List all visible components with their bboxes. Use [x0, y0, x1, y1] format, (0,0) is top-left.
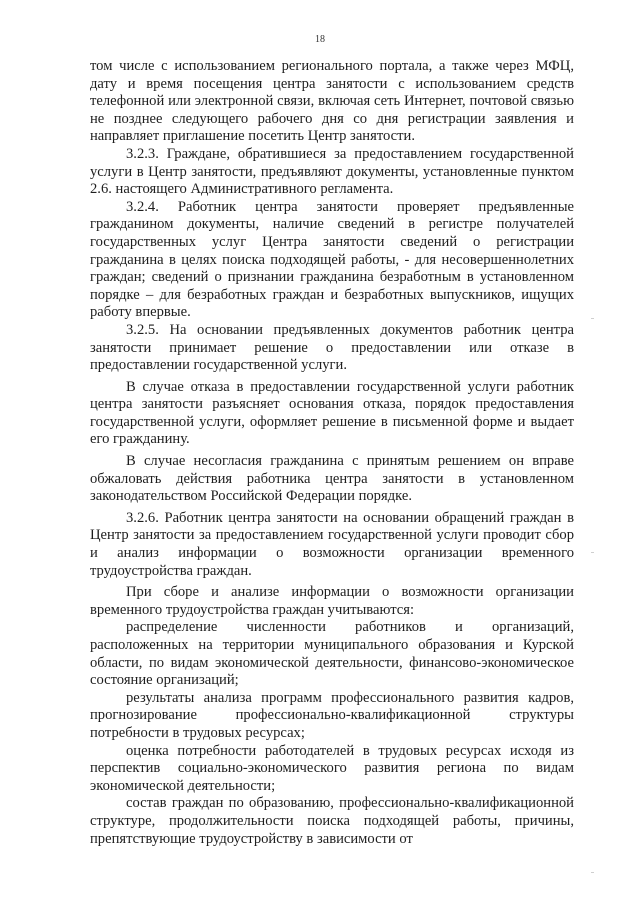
- paragraph: том числе с использованием регионального портала, а также через МФЦ, дату и время посещения центра занятости с использованием средств телефонной или электронной связи, включая сеть Интернет, почтовой связью не позднее следующего рабочего дня со дня регистрации заявления и направляет приглашение посетить Центр занятости.: [90, 58, 574, 145]
- paragraph: 3.2.6. Работник центра занятости на основании обращений граждан в Центр занятости за предоставлением государственной услуги проводит сбор и анализ информации о возможности организации временного трудоустройства граждан.: [90, 509, 574, 579]
- paragraph: оценка потребности работодателей в трудовых ресурсах исходя из перспектив социально-экономического развития региона по видам экономической деятельности;: [90, 742, 574, 794]
- paragraph: В случае несогласия гражданина с принятым решением он вправе обжаловать действия работника центра занятости в установленном законодательством Российской Федерации порядке.: [90, 453, 574, 505]
- paragraph: распределение численности работников и организаций, расположенных на территории муниципального образования и Курской области, по видам экономической деятельности, финансово-экономическое состояние организаций;: [90, 619, 574, 689]
- paragraph: результаты анализа программ профессионального развития кадров, прогнозирование профессионально-квалификационной структуры потребности в трудовых ресурсах;: [90, 689, 574, 741]
- paragraph: состав граждан по образованию, профессионально-квалификационной структуре, продолжительности поиска подходящей работы, причины, препятствующие трудоустройству в зависимости от: [90, 795, 574, 847]
- paragraph: При сборе и анализе информации о возможности организации временного трудоустройства граждан учитываются:: [90, 584, 574, 618]
- paragraph: В случае отказа в предоставлении государственной услуги работник центра занятости разъясняет основания отказа, порядок предоставления государственной услуги, оформляет решение в письменной форме и выдает его гражданину.: [90, 378, 574, 448]
- paragraph: 3.2.5. На основании предъявленных документов работник центра занятости принимает решение о предоставлении или отказе в предоставлении государственной услуги.: [90, 321, 574, 374]
- scan-artifact: [591, 552, 594, 553]
- page-number: 18: [315, 34, 325, 45]
- paragraph: 3.2.4. Работник центра занятости проверяет предъявленные гражданином документы, наличие сведений в регистре получателей государственных услуг Центра занятости сведений о регистрации гражданина в целях поиска подходящей работы, - для несовершеннолетних граждан; сведений о признании гражданина безработным в установленном порядке – для безработных граждан и безработных выпускников, ищущих работу впервые.: [90, 198, 574, 321]
- scan-artifact: [591, 872, 594, 873]
- scan-artifact: [591, 318, 594, 319]
- paragraph: 3.2.3. Граждане, обратившиеся за предоставлением государственной услуги в Центр занятости, предъявляют документы, установленные пунктом 2.6. настоящего Административного регламента.: [90, 145, 574, 198]
- document-body: [90, 58, 574, 848]
